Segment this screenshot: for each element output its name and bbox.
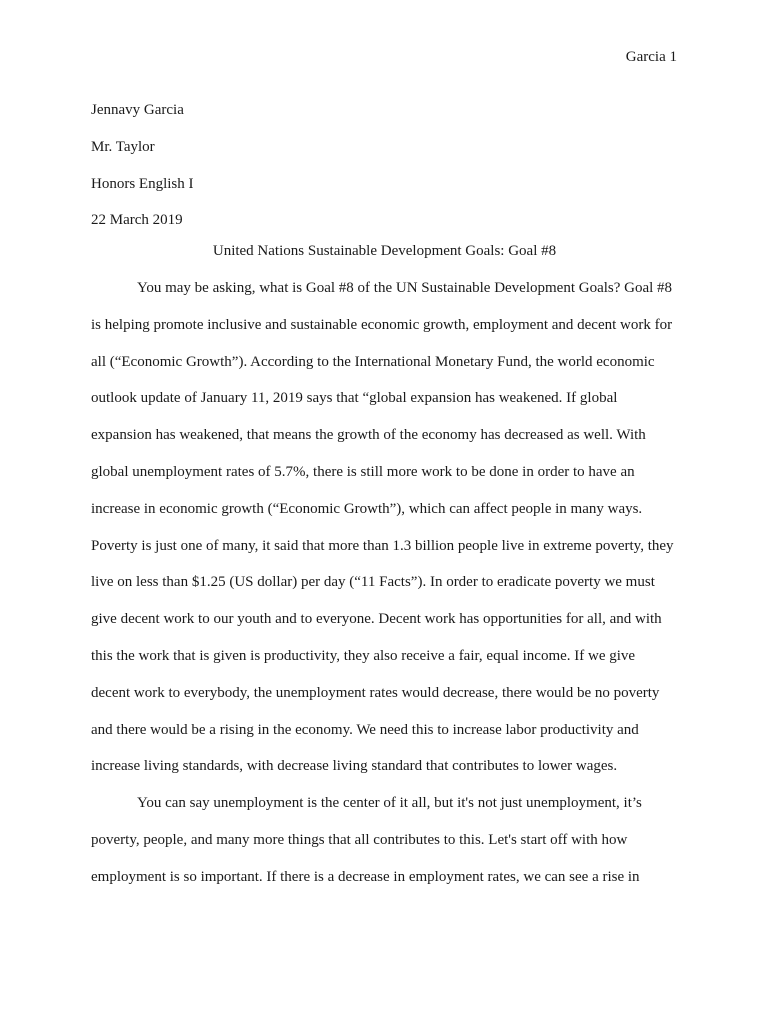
paragraph-line: this the work that is given is productivity, they also receive a fair, equal income. If we give	[91, 647, 636, 664]
paragraph-line: is helping promote inclusive and sustainable economic growth, employment and decent work for	[91, 316, 673, 333]
essay-title: United Nations Sustainable Development Goals: Goal #8	[212, 243, 557, 259]
mla-heading	[91, 92, 678, 239]
paragraph-line: and there would be a rising in the economy. We need this to increase labor productivity and	[91, 721, 639, 738]
running-head: Garcia 1	[625, 49, 677, 65]
paragraph-line: increase in economic growth (“Economic Growth”), which can affect people in many ways.	[91, 500, 643, 517]
author-name: Jennavy Garcia	[91, 102, 184, 118]
paragraph-line: employment is so important. If there is a decrease in employment rates, we can see a rise in	[91, 868, 640, 885]
paragraph-line: You can say unemployment is the center of it all, but it's not just unemployment, it’s	[137, 795, 642, 812]
paragraph-line: poverty, people, and many more things that all contributes to this. Let's start off with how	[91, 831, 628, 848]
paragraph-line: give decent work to our youth and to everyone. Decent work has opportunities for all, and with	[91, 611, 662, 628]
submission-date: 22 March 2019	[91, 212, 183, 229]
paragraph-line: live on less than $1.25 (US dollar) per day (“11 Facts”). In order to eradicate poverty we must	[91, 574, 655, 591]
paragraph-line: all (“Economic Growth”). According to the International Monetary Fund, the world economic	[91, 353, 655, 370]
paragraph-line: Poverty is just one of many, it said that more than 1.3 billion people live in extreme poverty, they	[91, 537, 674, 554]
paragraph-line: global unemployment rates of 5.7%, there is still more work to be done in order to have an	[91, 463, 635, 480]
course-name: Honors English I	[91, 175, 194, 192]
paragraph-line: expansion has weakened, that means the growth of the economy has decreased as well. With	[91, 427, 646, 444]
paragraph-line: increase living standards, with decrease living standard that contributes to lower wages.	[91, 758, 618, 775]
essay-body	[91, 270, 678, 896]
paragraph-line: decent work to everybody, the unemployment rates would decrease, there would be no poverty	[91, 684, 660, 701]
instructor-name: Mr. Taylor	[91, 138, 155, 155]
paragraph-line: You may be asking, what is Goal #8 of the UN Sustainable Development Goals? Goal #8	[137, 280, 673, 296]
paragraph-line: outlook update of January 11, 2019 says that “global expansion has weakened. If global	[91, 390, 618, 407]
